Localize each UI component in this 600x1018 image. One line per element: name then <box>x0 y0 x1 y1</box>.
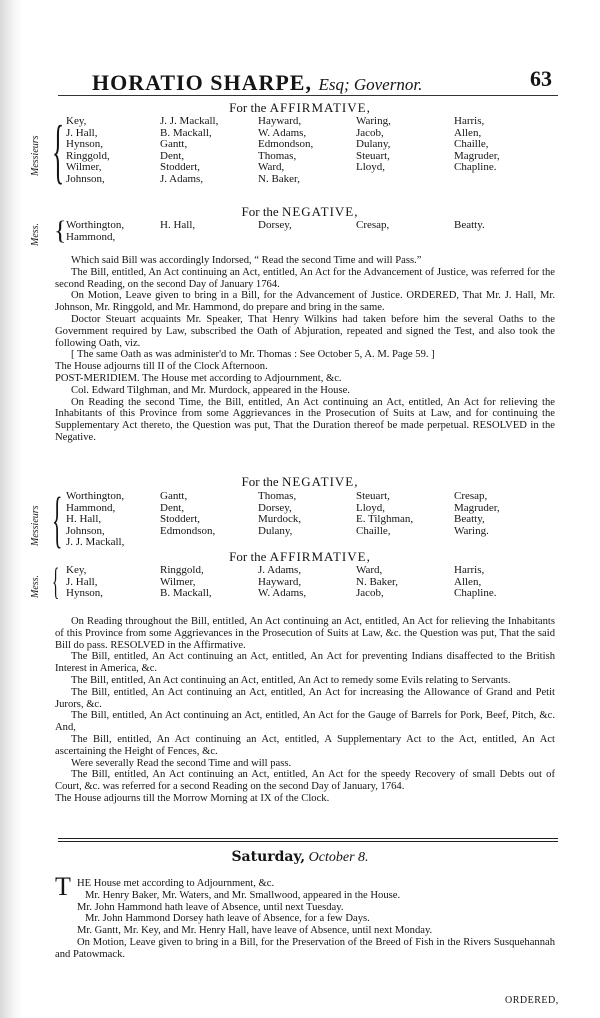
paragraph: The Bill, entitled, An Act continuing an Act, entitled, An Act for the Advancement of Justice, was referred for the second Reading, on the second Day of January 1764. <box>55 266 555 290</box>
member-name: Dulany, <box>258 524 293 537</box>
vote1-side-label: Messieurs <box>30 135 41 176</box>
paragraph: The Bill, entitled, An Act continuing an Act, entitled, An Act for the speedy Recovery of small Debts out of Court, &c. was referred for a second Reading on the second Day of January, 1764. <box>55 769 555 793</box>
member-name: Stoddert, <box>160 513 201 526</box>
member-name: Ward, <box>356 564 383 576</box>
member-name: Hammond, <box>66 501 116 514</box>
member-name: Ward, <box>258 161 285 174</box>
paragraph: Mr. John Hammond Dorsey hath leave of Absence, for a few Days. <box>85 913 370 925</box>
member-name: W. Adams, <box>258 587 307 600</box>
member-name: Beatty, <box>454 513 485 526</box>
paragraph: Mr. Gantt, Mr. Key, and Mr. Henry Hall, have leave of Absence, until next Monday. <box>77 925 433 937</box>
member-name: Wilmer, <box>66 161 102 174</box>
paragraph: On Reading throughout the Bill, entitled, An Act continuing an Act, entitled, An Act for relieving the Inhabitants of this Province from some Aggrievances in the Prosecution of Suits at Law, &c. the Question was put, That the said Bill do pass. RESOLVED in the Affirmative. <box>55 616 555 651</box>
member-name: Dent, <box>160 501 185 514</box>
day-heading <box>0 849 600 866</box>
member-name: Beatty. <box>454 219 485 231</box>
member-name: Thomas, <box>258 490 297 502</box>
member-name: H. Hall, <box>160 219 196 231</box>
member-name: Johnson, <box>66 172 105 185</box>
member-name: Waring, <box>356 115 391 127</box>
paragraph: Which said Bill was accordingly Indorsed, “ Read the second Time and will Pass.” <box>71 255 422 266</box>
member-name: J. Hall, <box>66 126 98 139</box>
vote1-brace: { <box>52 111 65 191</box>
member-name: Harris, <box>454 115 485 127</box>
member-name: J. J. Mackall, <box>160 115 219 127</box>
member-name: Wilmer, <box>160 575 196 588</box>
member-name: Cresap, <box>454 490 488 502</box>
member-name: Chaille, <box>454 138 489 151</box>
proceedings-section-3 <box>55 878 555 961</box>
paragraph: On Reading the second Time, the Bill, entitled, An Act continuing an Act, entitled, An Act for relieving the Inhabitants of this Province from some Aggrievances in the Prosecution of Suits at Law, and for continuing the Supplementary Act thereto, the Question was put, That the Duration thereof be made perpetual. RESOLVED in the Negative. <box>55 396 555 443</box>
vote2-brace: { <box>54 216 67 245</box>
member-name: Hynson, <box>66 138 103 151</box>
member-name: Allen, <box>454 575 482 588</box>
member-name: Chaille, <box>356 524 391 537</box>
member-name: Murdock, <box>258 513 302 526</box>
paragraph: On Motion, Leave given to bring in a Bill, for the Preservation of the Breed of Fish in the Rivers Susquehannah and Patowmack. <box>55 936 555 960</box>
vote4-brace: { <box>52 561 60 603</box>
member-name: J. Hall, <box>66 575 98 588</box>
header-title-suffix: Esq; Governor. <box>318 75 423 94</box>
vote4-side-label: Mess. <box>30 574 41 598</box>
member-name: Hammond, <box>66 230 116 243</box>
header-rule <box>58 95 558 96</box>
paragraph: The Bill, entitled, An Act continuing an Act, entitled, An Act to remedy some Evils relating to Servants. <box>71 674 511 686</box>
paragraph: The Bill, entitled, An Act continuing an Act, entitled, An Act for increasing the Allowance of Grand and Petit Jurors, &c. <box>55 686 555 710</box>
member-name: Lloyd, <box>356 501 386 514</box>
running-header <box>92 70 422 96</box>
paragraph: Were severally Read the second Time and will pass. <box>71 757 292 769</box>
paragraph: Mr. John Hammond hath leave of Absence, until next Tuesday. <box>77 901 344 913</box>
paragraph: HE House met according to Adjournment, &c. <box>77 878 275 889</box>
paragraph: The Bill, entitled, An Act continuing an Act, entitled, An Act for the Gauge of Barrels for Pork, Beef, Pitch, &c. And, <box>55 710 555 734</box>
proceedings-section-2 <box>55 616 555 805</box>
member-name: N. Baker, <box>258 172 301 185</box>
proceedings-section-1 <box>55 255 555 444</box>
member-name: Steuart, <box>356 149 390 162</box>
member-name: Chapline. <box>454 587 497 600</box>
header-title: HORATIO SHARPE, <box>92 70 312 95</box>
member-name: Allen, <box>454 126 482 139</box>
day-date: October 8. <box>308 850 369 865</box>
drop-cap: T <box>55 872 71 901</box>
paragraph: The House adjourns till II of the Clock Afternoon. <box>55 361 268 373</box>
paragraph: [ The same Oath as was administer'd to Mr. Thomas : See October 5, A. M. Page 59. ] <box>71 349 435 361</box>
paragraph: The Bill, entitled, An Act continuing an Act, entitled, An Act for preventing Indians disaffected to the British Interest in America, &c. <box>55 651 555 675</box>
member-name: Magruder, <box>454 501 500 514</box>
member-name: J. Adams, <box>160 172 204 185</box>
paragraph: Col. Edward Tilghman, and Mr. Murdock, appeared in the House. <box>71 384 350 396</box>
member-name: Magruder, <box>454 149 500 162</box>
member-name: Worthington, <box>66 490 125 502</box>
member-name: Dorsey, <box>258 501 292 514</box>
member-name: Stoddert, <box>160 161 201 174</box>
member-name: Edmondson, <box>258 138 314 151</box>
member-name: Key, <box>66 564 87 576</box>
vote4-heading: For the AFFIRMATIVE, <box>229 549 371 564</box>
member-name: Thomas, <box>258 149 297 162</box>
member-name: Dorsey, <box>258 219 292 231</box>
paragraph: The Bill, entitled, An Act continuing an Act, entitled, A Supplementary Act to the Act, entitled, An Act ascertaining the Height of Fences, &c. <box>55 733 555 757</box>
member-name: B. Mackall, <box>160 126 212 139</box>
day-name: Saturday, <box>231 849 306 865</box>
member-name: Hayward, <box>258 575 302 588</box>
paragraph: POST-MERIDIEM. The House met according to Adjournment, &c. <box>55 372 342 384</box>
vote3-heading: For the NEGATIVE, <box>241 474 359 489</box>
member-name: Ringgold, <box>66 149 110 162</box>
member-name: Chapline. <box>454 161 497 174</box>
vote3-brace: { <box>52 486 63 554</box>
member-name: N. Baker, <box>356 575 399 588</box>
member-name: Steuart, <box>356 490 390 502</box>
paragraph: On Motion, Leave given to bring in a Bill, for the Advancement of Justice. ORDERED, That Mr. J. Hall, Mr. Johnson, Mr. Ringgold, and Mr. Hammond, do prepare and bring in the same. <box>55 290 555 314</box>
paragraph: The House adjourns till the Morrow Morning at IX of the Clock. <box>55 792 330 804</box>
member-name: E. Tilghman, <box>356 513 414 526</box>
member-name: B. Mackall, <box>160 587 212 600</box>
member-name: J. J. Mackall, <box>66 536 125 549</box>
member-name: Gantt, <box>160 490 188 502</box>
member-name: Hayward, <box>258 115 302 127</box>
member-name: Ringgold, <box>160 564 204 576</box>
member-name: Dent, <box>160 149 185 162</box>
member-name: Johnson, <box>66 524 105 537</box>
member-name: Cresap, <box>356 219 390 231</box>
vote2-heading: For the NEGATIVE, <box>241 204 359 219</box>
member-name: Harris, <box>454 564 485 576</box>
member-name: J. Adams, <box>258 564 302 576</box>
member-name: Dulany, <box>356 138 391 151</box>
vote3-side-label: Messieurs <box>30 505 41 546</box>
member-name: Waring. <box>454 524 489 537</box>
member-name: Lloyd, <box>356 161 386 174</box>
paragraph: Doctor Steuart acquaints Mr. Speaker, That Henry Wilkins had taken before him the several Oaths to the Government required by Law, subscribed the Oath of Abjuration, repeated and signed the Test, and also took the following Oath, viz. <box>55 313 555 349</box>
section-rule-bottom <box>58 841 558 842</box>
page-number: 63 <box>530 66 552 91</box>
member-name: Hynson, <box>66 587 103 600</box>
vote1-heading: For the AFFIRMATIVE, <box>229 100 371 115</box>
paragraph: Mr. Henry Baker, Mr. Waters, and Mr. Smallwood, appeared in the House. <box>85 889 401 901</box>
member-name: Worthington, <box>66 219 125 231</box>
member-name: W. Adams, <box>258 126 307 139</box>
section-rule-top <box>58 838 558 839</box>
member-name: Edmondson, <box>160 524 216 537</box>
member-name: Key, <box>66 115 87 127</box>
member-name: Jacob, <box>356 126 384 139</box>
catchword: ORDERED, <box>505 995 559 1006</box>
member-name: Jacob, <box>356 587 384 600</box>
member-name: Gantt, <box>160 138 188 151</box>
vote2-side-label: Mess. <box>30 222 41 246</box>
member-name: H. Hall, <box>66 513 102 526</box>
